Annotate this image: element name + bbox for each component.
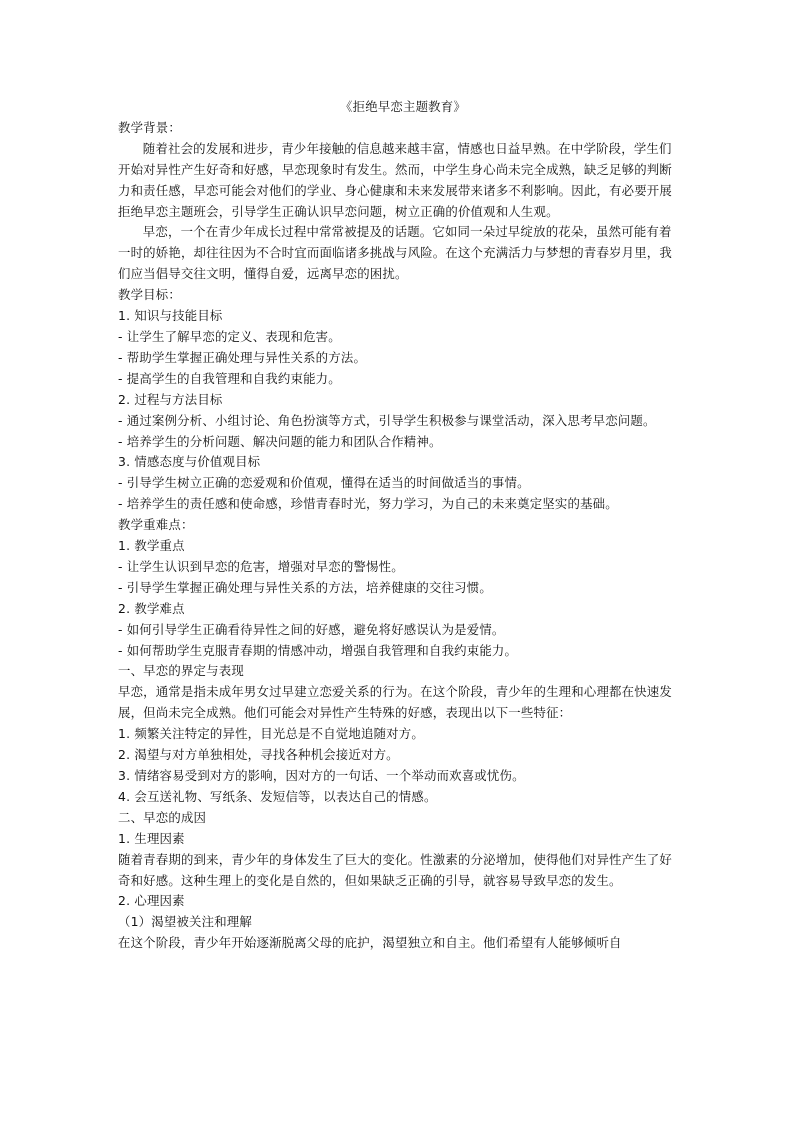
paragraph-background-2: 早恋，一个在青少年成长过程中常常被提及的话题。它如同一朵过早绽放的花朵，虽然可能有着一时的娇艳，却往往因为不合时宜而面临诸多挑战与风险。在这个充满活力与梦想的青春岁月里，我们应当倡导交往文明，懂得自爱，远离早恋的困扰。 xyxy=(118,224,672,282)
feature-item-1: 1. 频繁关注特定的异性，目光总是不自觉地追随对方。 xyxy=(118,726,424,742)
objective-1-item-3: - 提高学生的自我管理和自我约束能力。 xyxy=(118,370,341,386)
key-point-item-2: - 引导学生掌握正确处理与异性关系的方法，培养健康的交往习惯。 xyxy=(118,579,492,595)
paragraph-definition: 早恋，通常是指未成年男女过早建立恋爱关系的行为。在这个阶段，青少年的生理和心理都在快速发展，但尚未完全成熟。他们可能会对异性产生特殊的好感，表现出以下一些特征： xyxy=(118,684,672,721)
paragraph-psychological: 在这个阶段，青少年开始逐渐脱离父母的庇护，渴望独立和自主。他们希望有人能够倾听自 xyxy=(118,935,622,951)
objective-2-title: 2. 过程与方法目标 xyxy=(118,391,223,407)
difficulty-item-2: - 如何帮助学生克服青春期的情感冲动，增强自我管理和自我约束能力。 xyxy=(118,642,518,658)
objective-1-item-2: - 帮助学生掌握正确处理与异性关系的方法。 xyxy=(118,349,367,365)
objective-1-title: 1. 知识与技能目标 xyxy=(118,308,223,324)
section-heading-key-points: 教学重难点： xyxy=(118,517,194,533)
feature-item-2: 2. 渴望与对方单独相处，寻找各种机会接近对方。 xyxy=(118,747,399,763)
cause-1-title: 1. 生理因素 xyxy=(118,830,185,846)
section-heading-causes: 二、早恋的成因 xyxy=(118,809,207,825)
difficulty-item-1: - 如何引导学生正确看待异性之间的好感，避免将好感误认为是爱情。 xyxy=(118,621,505,637)
key-point-title: 1. 教学重点 xyxy=(118,538,185,554)
objective-3-title: 3. 情感态度与价值观目标 xyxy=(118,454,261,470)
section-heading-background: 教学背景： xyxy=(118,119,181,135)
key-point-item-1: - 让学生认识到早恋的危害，增强对早恋的警惕性。 xyxy=(118,558,404,574)
feature-item-4: 4. 会互送礼物、写纸条、发短信等，以表达自己的情感。 xyxy=(118,788,437,804)
document-page xyxy=(118,97,684,954)
difficulty-title: 2. 教学难点 xyxy=(118,600,185,616)
paragraph-physiological: 随着青春期的到来，青少年的身体发生了巨大的变化。性激素的分泌增加，使得他们对异性产生了好奇和好感。这种生理上的变化是自然的，但如果缺乏正确的引导，就容易导致早恋的发生。 xyxy=(118,851,672,888)
cause-2-title: 2. 心理因素 xyxy=(118,893,185,909)
feature-item-3: 3. 情绪容易受到对方的影响，因对方的一句话、一个举动而欢喜或忧伤。 xyxy=(118,768,525,783)
cause-2-subtitle: （1）渴望被关注和理解 xyxy=(118,914,252,930)
section-heading-definition: 一、早恋的界定与表现 xyxy=(118,663,244,679)
objective-2-item-2: - 培养学生的分析问题、解决问题的能力和团队合作精神。 xyxy=(118,433,442,449)
document-title: 《拒绝早恋主题教育》 xyxy=(340,99,466,114)
objective-2-item-1: - 通过案例分析、小组讨论、角色扮演等方式，引导学生积极参与课堂活动，深入思考早恋问题。 xyxy=(118,412,656,428)
objective-3-item-2: - 培养学生的责任感和使命感，珍惜青春时光，努力学习，为自己的未来奠定坚实的基础。 xyxy=(118,496,618,512)
objective-1-item-1: - 让学生了解早恋的定义、表现和危害。 xyxy=(118,328,341,344)
section-heading-objectives: 教学目标： xyxy=(118,287,181,303)
paragraph-background-1: 随着社会的发展和进步，青少年接触的信息越来越丰富，情感也日益早熟。在中学阶段，学生们开始对异性产生好奇和好感，早恋现象时有发生。然而，中学生身心尚未完全成熟，缺乏足够的判断力和责任感，早恋可能会对他们的学业、身心健康和未来发展带来诸多不利影响。因此，有必要开展拒绝早恋主题班会，引导学生正确认识早恋问题，树立正确的价值观和人生观。 xyxy=(118,140,672,219)
objective-3-item-1: - 引导学生树立正确的恋爱观和价值观，懂得在适当的时间做适当的事情。 xyxy=(118,475,530,491)
